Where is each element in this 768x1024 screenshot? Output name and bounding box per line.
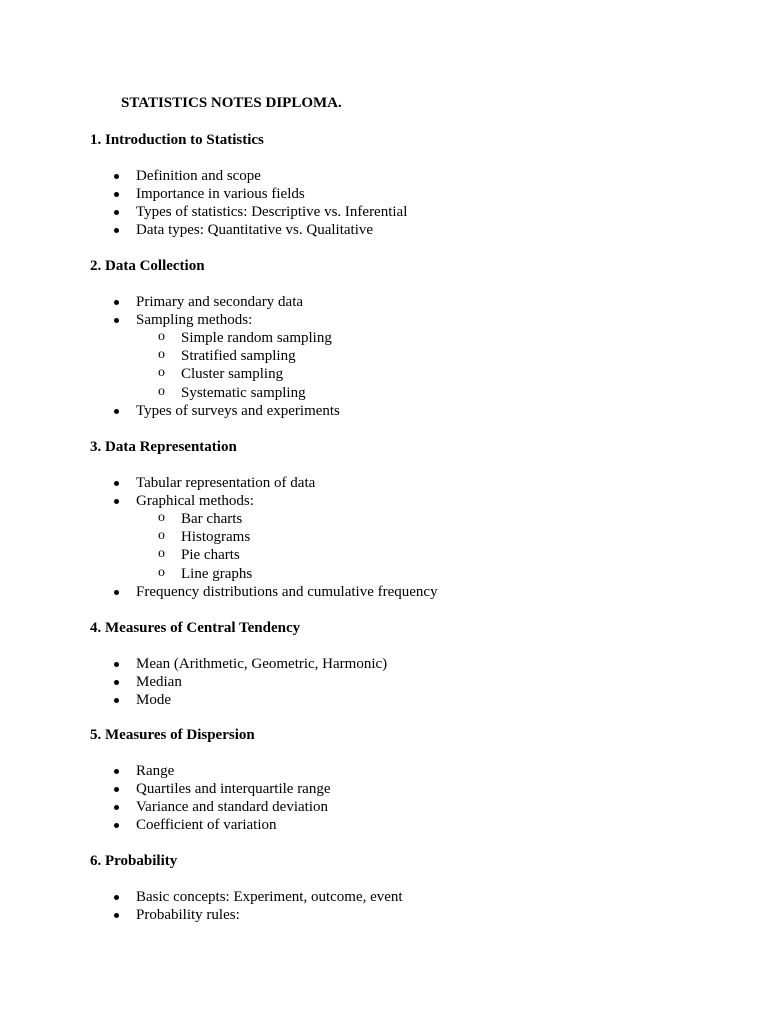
bullet-icon	[114, 481, 119, 486]
bullet-icon	[114, 300, 119, 305]
sub-bullet-text: Histograms	[181, 529, 251, 546]
bullet-text: Types of surveys and experiments	[136, 402, 340, 419]
circle-bullet-icon: o	[158, 510, 165, 526]
bullet-text: Data types: Quantitative vs. Qualitative	[136, 222, 374, 239]
bullet-text: Variance and standard deviation	[136, 799, 329, 816]
sub-bullet-text: Bar charts	[181, 511, 243, 528]
bullet-text: Mode	[136, 692, 171, 709]
circle-bullet-icon: o	[158, 347, 165, 363]
bullet-icon	[114, 823, 119, 828]
bullet-text: Importance in various fields	[136, 186, 305, 203]
circle-bullet-icon: o	[158, 546, 165, 562]
bullet-icon	[114, 174, 119, 179]
bullet-icon	[114, 895, 119, 900]
section-heading: 6. Probability	[90, 853, 178, 869]
bullet-text: Probability rules:	[136, 907, 240, 924]
bullet-icon	[114, 228, 119, 233]
bullet-text: Sampling methods:	[136, 312, 253, 329]
circle-bullet-icon: o	[158, 329, 165, 345]
bullet-icon	[114, 805, 119, 810]
bullet-icon	[114, 662, 119, 667]
circle-bullet-icon: o	[158, 564, 165, 580]
bullet-icon	[114, 787, 119, 792]
bullet-icon	[114, 318, 119, 323]
circle-bullet-icon: o	[158, 528, 165, 544]
bullet-icon	[114, 913, 119, 918]
bullet-icon	[114, 590, 119, 595]
sub-bullet-text: Simple random sampling	[181, 330, 332, 347]
bullet-text: Median	[136, 674, 182, 691]
section-heading: 5. Measures of Dispersion	[90, 727, 255, 743]
bullet-text: Range	[136, 763, 175, 779]
document-title: STATISTICS NOTES DIPLOMA.	[121, 95, 342, 111]
bullet-text: Types of statistics: Descriptive vs. Inferential	[136, 204, 408, 221]
bullet-icon	[114, 409, 119, 414]
circle-bullet-icon: o	[158, 383, 165, 399]
bullet-text: Coefficient of variation	[136, 817, 277, 834]
bullet-icon	[114, 680, 119, 685]
bullet-text: Tabular representation of data	[136, 475, 316, 491]
bullet-text: Primary and secondary data	[136, 294, 304, 310]
bullet-text: Graphical methods:	[136, 493, 254, 510]
bullet-icon	[114, 210, 119, 215]
sub-bullet-text: Systematic sampling	[181, 384, 306, 401]
bullet-icon	[114, 192, 119, 197]
section-heading: 4. Measures of Central Tendency	[90, 620, 301, 636]
bullet-text: Frequency distributions and cumulative frequency	[136, 583, 438, 600]
bullet-text: Mean (Arithmetic, Geometric, Harmonic)	[136, 656, 388, 672]
section-heading: 2. Data Collection	[90, 258, 205, 274]
section-heading: 3. Data Representation	[90, 439, 237, 455]
sub-bullet-text: Cluster sampling	[181, 366, 284, 383]
bullet-text: Quartiles and interquartile range	[136, 781, 331, 798]
sub-bullet-text: Stratified sampling	[181, 348, 296, 365]
section-heading: 1. Introduction to Statistics	[90, 132, 264, 148]
bullet-text: Basic concepts: Experiment, outcome, event	[136, 889, 403, 905]
circle-bullet-icon: o	[158, 365, 165, 381]
sub-bullet-text: Line graphs	[181, 565, 253, 582]
bullet-icon	[114, 769, 119, 774]
sub-bullet-text: Pie charts	[181, 547, 240, 564]
bullet-icon	[114, 698, 119, 703]
bullet-icon	[114, 499, 119, 504]
bullet-text: Definition and scope	[136, 168, 261, 184]
